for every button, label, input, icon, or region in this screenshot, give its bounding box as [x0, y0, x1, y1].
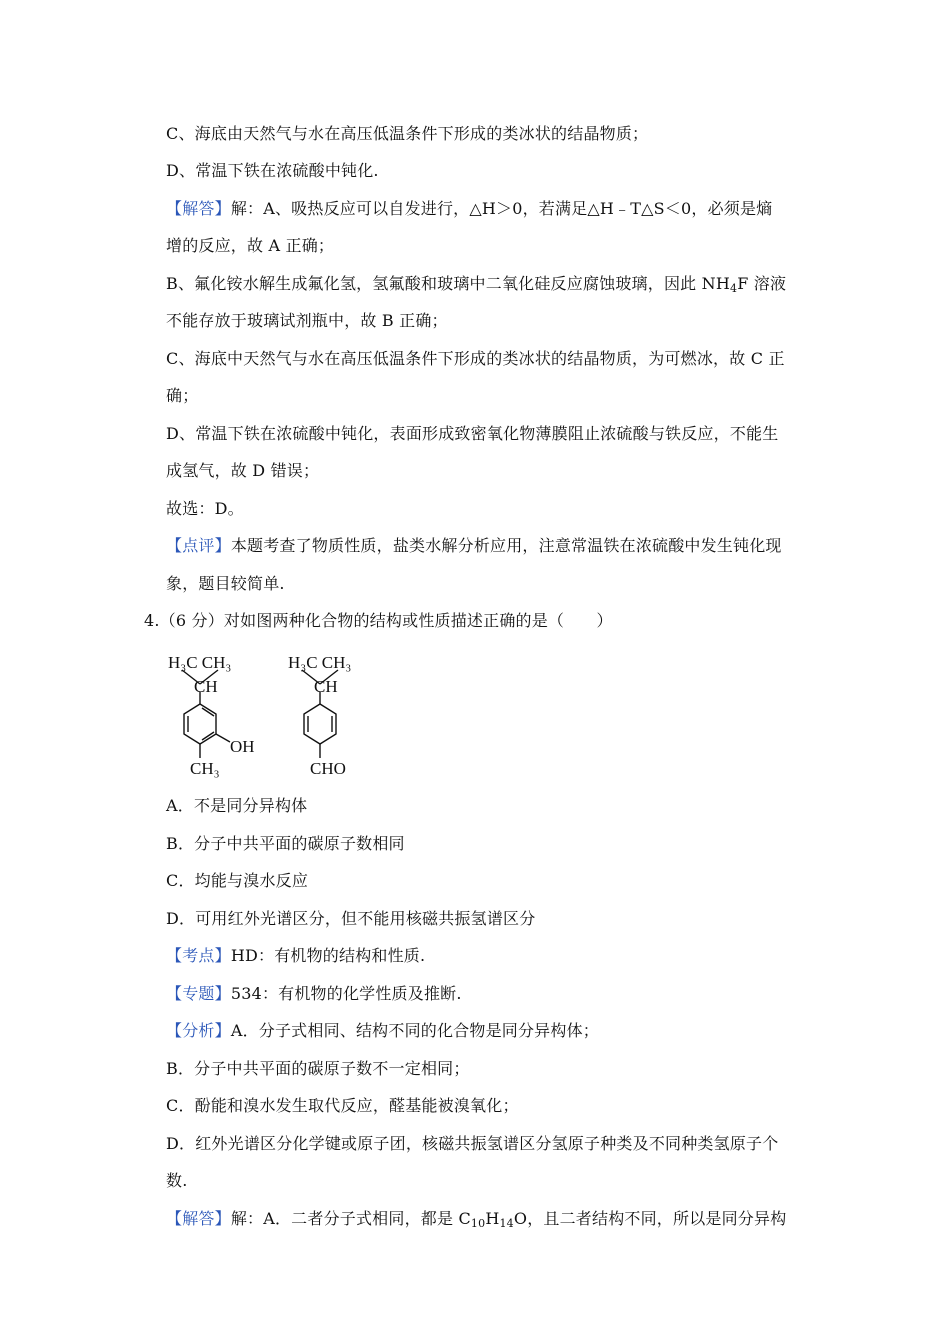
- answer-b-text: B、氟化铵水解生成氟化氢，氢氟酸和玻璃中二氧化硅反应腐蚀玻璃，因此 NH: [166, 274, 730, 293]
- subscript: 10: [470, 1217, 486, 1230]
- option-a: A．不是同分异构体: [166, 796, 308, 815]
- prev-comment-line-2: 象，题目较简单.: [166, 574, 285, 593]
- jieda-text-tail: O，且二者结构不同，所以是同分异构: [513, 1209, 787, 1228]
- fenxi-line-a: [166, 1021, 599, 1041]
- jieda-line: [166, 1209, 786, 1229]
- prev-option-d: D、常温下铁在浓硫酸中钝化.: [166, 161, 379, 180]
- structure-figure: [160, 650, 380, 785]
- answer-b-text-tail: F 溶液: [737, 274, 787, 293]
- prev-answer-c-line-2: 确；: [166, 386, 199, 405]
- structure-2-bottom: CHO: [310, 759, 346, 778]
- prev-answer-b-line-1: [166, 274, 786, 294]
- zhuanti-text: 534：有机物的化学性质及推断.: [230, 984, 462, 1003]
- kaodian-line: [166, 946, 425, 966]
- zhuanti-line: [166, 984, 462, 1004]
- fenxi-line-d2: 数.: [166, 1171, 188, 1190]
- comment-text: 本题考查了物质性质，盐类水解分析应用，注意常温铁在浓硫酸中发生钝化现: [230, 536, 782, 555]
- option-c: C．均能与溴水反应: [166, 871, 309, 890]
- structure-1-ch: CH: [194, 677, 218, 696]
- option-b: B．分子中共平面的碳原子数相同: [166, 834, 405, 853]
- kaodian-tag: 【考点】: [166, 946, 231, 965]
- structure-1-bottom: CH₃: [190, 759, 220, 778]
- structure-2-ch: CH: [314, 677, 338, 696]
- prev-answer-b-line-2: 不能存放于玻璃试剂瓶中，故 B 正确；: [166, 311, 448, 330]
- prev-answer-line-2: 增的反应，故 A 正确；: [166, 236, 335, 255]
- prev-option-c: C、海底由天然气与水在高压低温条件下形成的类冰状的结晶物质；: [166, 124, 649, 143]
- structure-2-top: H₃C CH₃: [288, 653, 352, 672]
- answer-tag: 【解答】: [166, 199, 231, 218]
- formula-h: H: [485, 1209, 500, 1228]
- prev-answer-c-line-1: C、海底中天然气与水在高压低温条件下形成的类冰状的结晶物质，为可燃冰，故 C 正: [166, 349, 785, 368]
- question-4-stem: 4.（6 分）对如图两种化合物的结构或性质描述正确的是（ ）: [144, 611, 613, 630]
- fenxi-text-a: A．分子式相同、结构不同的化合物是同分异构体；: [230, 1021, 599, 1040]
- structure-1-oh: OH: [230, 737, 255, 756]
- prev-comment-line-1: [166, 536, 782, 556]
- kaodian-text: HD：有机物的结构和性质.: [230, 946, 426, 965]
- fenxi-tag: 【分析】: [166, 1021, 231, 1040]
- option-d: D．可用红外光谱区分，但不能用核磁共振氢谱区分: [166, 909, 536, 928]
- subscript: 14: [499, 1217, 514, 1230]
- prev-answer-d-line-1: D、常温下铁在浓硫酸中钝化，表面形成致密氧化物薄膜阻止浓硫酸与铁反应，不能生: [166, 424, 779, 443]
- prev-answer-line-1: [166, 199, 772, 219]
- fenxi-line-c: C．酚能和溴水发生取代反应，醛基能被溴氧化；: [166, 1096, 519, 1115]
- zhuanti-tag: 【专题】: [166, 984, 231, 1003]
- answer-text: 解：A、吸热反应可以自发进行，△H＞0，若满足△H﹣T△S＜0，必须是熵: [230, 199, 773, 218]
- fenxi-line-b: B．分子中共平面的碳原子数不一定相同；: [166, 1059, 470, 1078]
- jieda-text: 解：A．二者分子式相同，都是 C: [230, 1209, 471, 1228]
- prev-answer-d-line-2: 成氢气，故 D 错误；: [166, 461, 320, 480]
- structure-1-top: H₃C CH₃: [168, 653, 232, 672]
- prev-choose: 故选：D。: [166, 499, 244, 518]
- fenxi-line-d1: D．红外光谱区分化学键或原子团，核磁共振氢谱区分氢原子种类及不同种类氢原子个: [166, 1134, 779, 1153]
- jieda-tag: 【解答】: [166, 1209, 231, 1228]
- comment-tag: 【点评】: [166, 536, 231, 555]
- subscript: 4: [730, 282, 738, 295]
